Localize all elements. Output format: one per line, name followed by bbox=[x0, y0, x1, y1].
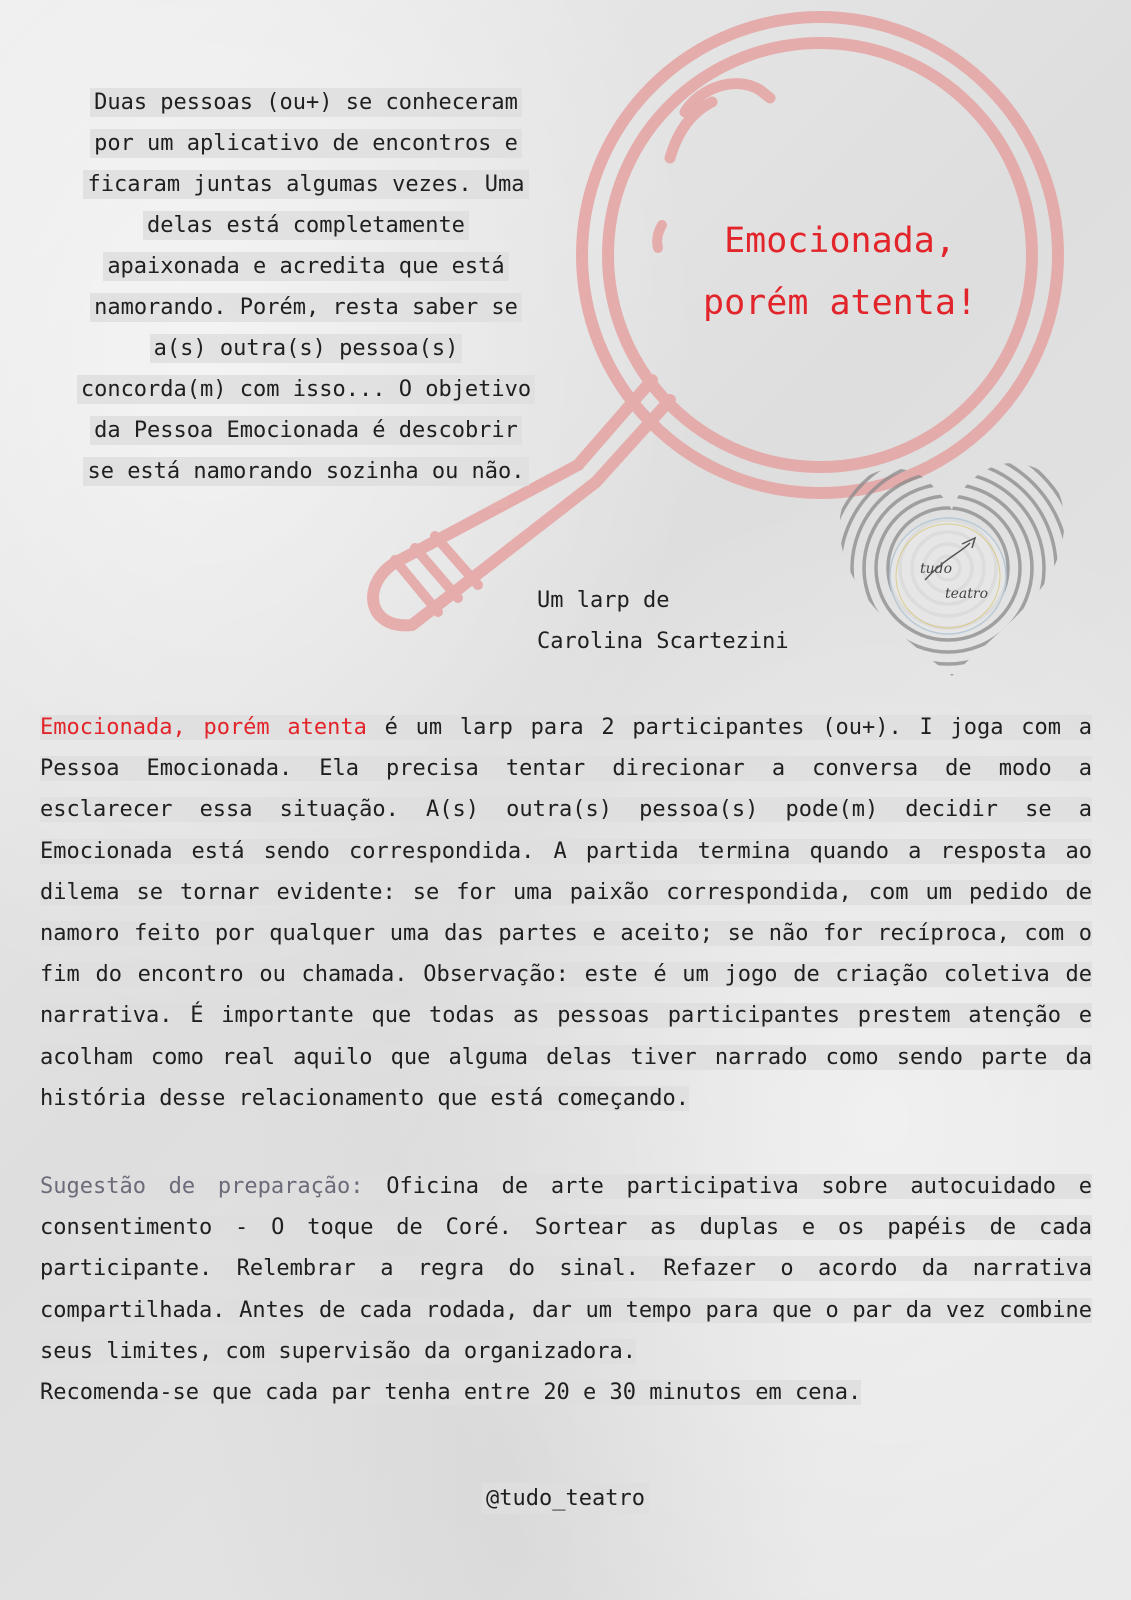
title-line-2: porém atenta! bbox=[703, 283, 977, 323]
description-paragraph bbox=[40, 707, 1092, 1119]
game-title bbox=[680, 210, 1000, 334]
preparation-body: Oficina de arte participativa sobre autocuidado e consentimento - O toque de Coré. Sortear as duplas e os papéis de cada participante. Relembrar a regra do sinal. Refazer o acordo da narrativa compartilhada. Antes de cada rodada, dar um tempo para que o par da vez combine seus limites, com supervisão da organizadora. bbox=[40, 1174, 1093, 1364]
description-lead: Emocionada, porém atenta bbox=[40, 715, 367, 740]
preparation-lead: Sugestão de preparação: bbox=[40, 1174, 364, 1199]
logo-text-right: teatro bbox=[945, 586, 989, 602]
preparation-paragraph bbox=[40, 1166, 1092, 1413]
logo-text-left: tudo bbox=[920, 561, 953, 577]
description-body: é um larp para 2 participantes (ou+). I joga com a Pessoa Emocionada. Ela precisa tentar direcionar a conversa de modo a esclarecer essa situação. A(s) outra(s) pessoa(s) pode(m) decidir se a Emocionada está sendo correspondida. A partida termina quando a resposta ao dilema se tornar evidente: se for uma paixão correspondida, com um pedido de namoro feito por qualquer uma das partes e aceito; se não for recíproca, com o fim do encontro ou chamada. Observação: este é um jogo de criação coletiva de narrativa. É importante que todas as pessoas participantes prestem atenção e acolham como real aquilo que alguma delas tiver narrado como sendo parte da história desse relacionamento que está começando. bbox=[40, 715, 1092, 1111]
intro-text: Duas pessoas (ou+) se conheceram por um aplicativo de encontros e ficaram juntas algumas vezes. Uma delas está completamente apaixonada e acredita que está namorando. Porém, resta saber se a(s) outra(s) pessoa(s) concorda(m) com isso... O objetivo da Pessoa Emocionada é descobrir se está namorando sozinha ou não. bbox=[74, 82, 538, 492]
preparation-recommendation: Recomenda-se que cada par tenha entre 20 e 30 minutos em cena. bbox=[40, 1380, 862, 1406]
fingerprint-heart-logo-icon bbox=[830, 448, 1075, 683]
footer-handle: @tudo_teatro bbox=[0, 1486, 1131, 1511]
credit-line-2: Carolina Scartezini bbox=[537, 629, 789, 654]
author-credit bbox=[537, 580, 789, 662]
credit-line-1: Um larp de bbox=[537, 588, 670, 613]
title-line-1: Emocionada, bbox=[724, 221, 956, 261]
